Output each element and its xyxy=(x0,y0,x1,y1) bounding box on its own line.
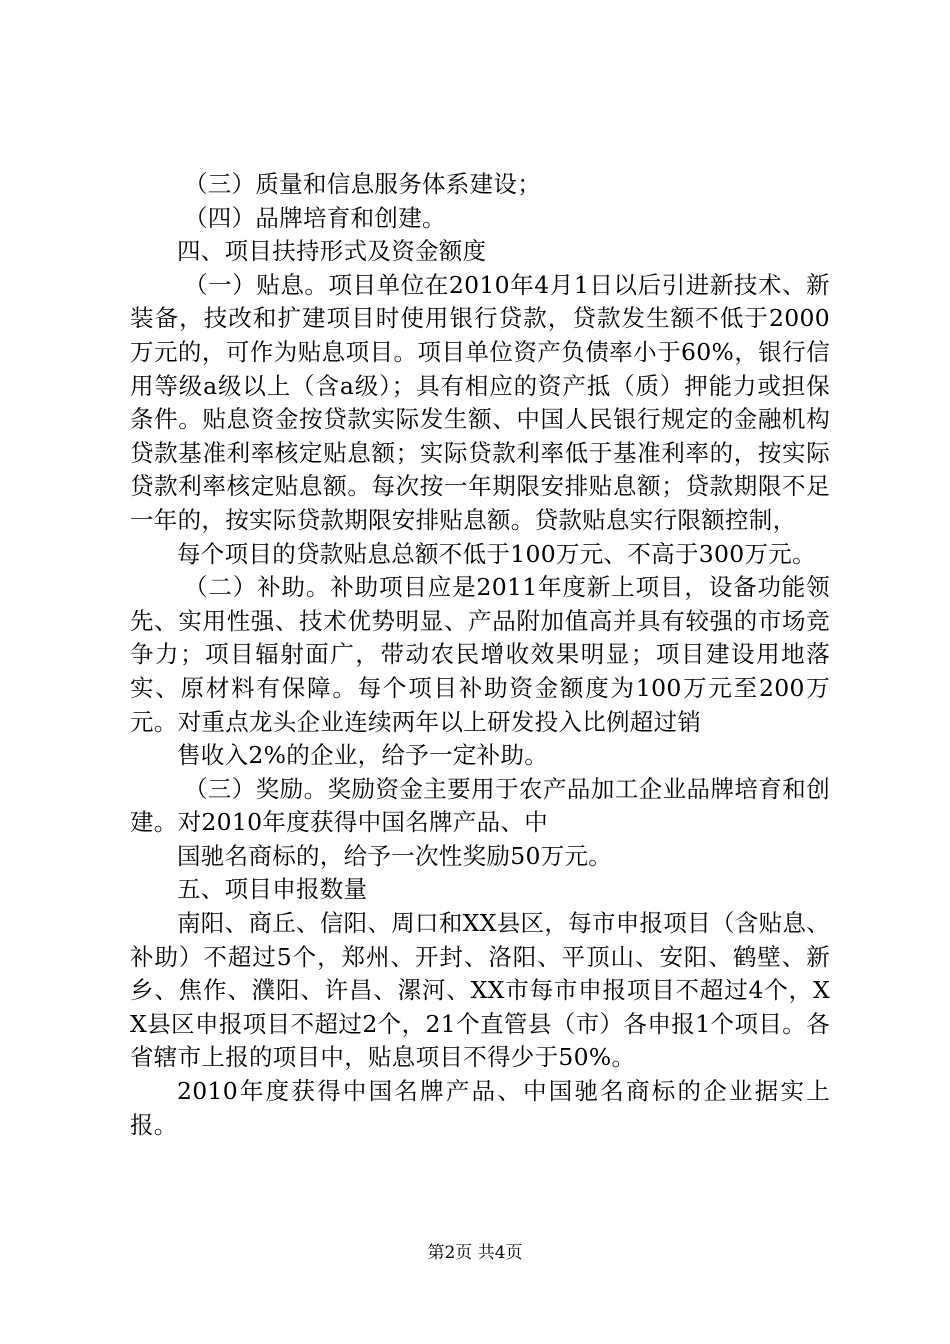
paragraph-reward: （三）奖励。奖励资金主要用于农产品加工企业品牌培育和创建。对2010年度获得中国名牌产品、中 xyxy=(130,774,830,837)
paragraph-brand-building: （四）品牌培育和创建。 xyxy=(184,203,446,232)
paragraph-report-truthfully: 2010年度获得中国名牌产品、中国驰名商标的企业据实上报。 xyxy=(130,1077,830,1139)
paragraph-subsidy-continued: 售收入2%的企业，给予一定补助。 xyxy=(177,741,549,770)
section-heading-support-form: 四、项目扶持形式及资金额度 xyxy=(177,237,487,266)
paragraph-quality-service: （三）质量和信息服务体系建设； xyxy=(184,170,541,198)
paragraph-application-quota: 南阳、商丘、信阳、周口和XX县区，每市申报项目（含贴息、补助）不超过5个，郑州、开封、洛阳、平顶山、安阳、鹤壁、新乡、焦作、濮阳、许昌、漯河、XX市每市申报项目不超过4个，XX县区申报项目不超过2个，21个直管县（市）各申报1个项目。各省辖市上报的项目中，贴息项目不得少于50%。 xyxy=(130,909,830,1072)
paragraph-interest-subsidy: （一）贴息。项目单位在2010年4月1日以后引进新技术、新装备，技改和扩建项目时使用银行贷款，贷款发生额不低于2000万元的，可作为贴息项目。项目单位资产负债率小于60%，银行信用等级a级以上（含a级）；具有相应的资产抵（质）押能力或担保条件。贴息资金按贷款实际发生额、中国人民银行规定的金融机构贷款基准利率核定贴息额；实际贷款利率低于基准利率的，按实际贷款利率核定贴息额。每次按一年期限安排贴息额；贷款期限不足一年的，按实际贷款期限安排贴息额。贷款贴息实行限额控制， xyxy=(130,270,830,534)
document-body xyxy=(130,168,830,1142)
paragraph-interest-limit: 每个项目的贷款贴息总额不低于100万元、不高于300万元。 xyxy=(177,539,816,568)
paragraph-subsidy: （二）补助。补助项目应是2011年度新上项目，设备功能领先、实用性强、技术优势明显、产品附加值高并具有较强的市场竞争力；项目辐射面广，带动农民增收效果明显；项目建设用地落实、原材料有保障。每个项目补助资金额度为100万元至200万元。对重点龙头企业连续两年以上研发投入比例超过销 xyxy=(130,573,830,736)
paragraph-reward-continued: 国驰名商标的，给予一次性奖励50万元。 xyxy=(177,841,613,870)
page-footer: 第2页 共4页 xyxy=(427,1243,523,1263)
section-heading-application-quota: 五、项目申报数量 xyxy=(177,875,368,904)
